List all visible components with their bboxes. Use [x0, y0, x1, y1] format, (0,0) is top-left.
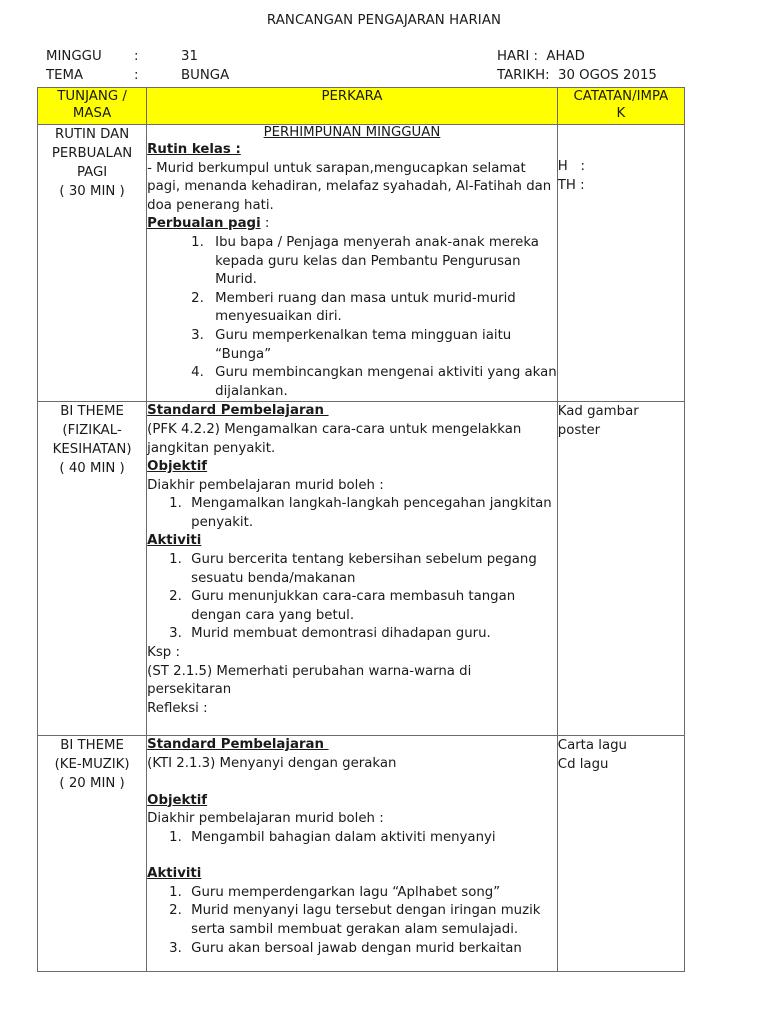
perbualan-list	[147, 234, 557, 401]
minggu-value: 31	[181, 49, 198, 64]
list-number: 1.	[169, 829, 182, 845]
spacer	[147, 847, 557, 865]
tema-label: TEMA	[46, 68, 84, 83]
list-item-text: Guru membincangkan mengenai aktiviti yang akan dijalankan.	[215, 365, 557, 399]
list-item	[147, 327, 557, 364]
list-item	[147, 940, 557, 959]
list-number: 3.	[191, 327, 204, 343]
header-catatan	[557, 88, 684, 125]
ksp-label: Ksp :	[147, 645, 180, 661]
table-row	[38, 736, 685, 972]
header-catatan-line1: CATATAN/IMPA	[573, 89, 669, 104]
catatan-cell	[557, 402, 684, 736]
perkara-cell	[147, 736, 558, 972]
masa-line: BI THEME	[60, 404, 124, 420]
list-number: 4.	[191, 365, 204, 381]
list-item-text: Memberi ruang dan masa untuk murid-murid menyesuaikan diri.	[215, 290, 516, 325]
masa-line: ( 40 MIN )	[59, 461, 125, 477]
masa-cell	[38, 125, 147, 402]
page-title: RANCANGAN PENGAJARAN HARIAN	[266, 13, 502, 28]
tema-colon: :	[134, 68, 139, 83]
objektif-text: Diakhir pembelajaran murid boleh :	[147, 811, 384, 827]
list-item-text: Mengambil bahagian dalam aktiviti menyanyi	[191, 829, 496, 845]
catatan-line: Carta lagu	[557, 738, 627, 754]
list-number: 3.	[169, 626, 182, 642]
list-number: 3.	[169, 940, 182, 956]
list-item	[147, 495, 557, 532]
masa-line: ( 30 MIN )	[59, 184, 125, 199]
list-item	[147, 829, 557, 848]
list-item	[147, 290, 557, 327]
list-item-text: Mengamalkan langkah-langkah pencegahan jangkitan penyakit.	[191, 496, 552, 530]
list-number: 1.	[191, 234, 204, 250]
masa-line: KESIHATAN)	[52, 442, 132, 458]
masa-line: PAGI	[76, 165, 108, 180]
list-item-text: Guru akan bersoal jawab dengan murid berkaitan	[191, 940, 522, 956]
list-item	[147, 902, 557, 939]
table-header-row	[38, 88, 685, 125]
lesson-plan-table	[37, 87, 685, 972]
masa-line: ( 20 MIN )	[59, 776, 125, 792]
perkara-cell	[147, 402, 558, 736]
list-number: 2.	[169, 903, 182, 919]
catatan-line: poster	[557, 423, 601, 439]
spacer	[147, 774, 557, 792]
rutin-heading: Rutin kelas :	[147, 142, 241, 157]
ksp-text: (ST 2.1.5) Memerhati perubahan warna-warna di persekitaran	[147, 663, 472, 698]
catatan-cell	[557, 125, 684, 402]
list-number: 2.	[191, 290, 204, 306]
minggu-label: MINGGU	[46, 49, 102, 64]
aktiviti-list	[147, 884, 557, 958]
section-title: PERHIMPUNAN MINGGUAN	[263, 125, 441, 140]
list-item-text: Guru menunjukkan cara-cara membasuh tangan dengan cara yang betul.	[191, 589, 516, 623]
masa-line: (FIZIKAL-	[62, 423, 122, 439]
tarikh-field: TARIKH: 30 OGOS 2015	[497, 68, 657, 83]
masa-line: RUTIN DAN	[54, 127, 130, 142]
refleksi-label: Refleksi :	[147, 700, 208, 716]
objektif-list	[147, 495, 557, 532]
rutin-text: - Murid berkumpul untuk sarapan,mengucapkan selamat pagi, menanda kehadiran, melafaz syahadah, Al-Fatihah dan doa penerang hati.	[147, 160, 552, 213]
table-row	[38, 125, 685, 402]
table-row	[38, 402, 685, 736]
list-item	[147, 364, 557, 401]
catatan-line: Cd lagu	[557, 757, 609, 773]
masa-cell	[38, 402, 147, 736]
list-item-text: Ibu bapa / Penjaga menyerah anak-anak mereka kepada guru kelas dan Pembantu Pengurusan Murid.	[215, 234, 539, 288]
list-item	[147, 588, 557, 625]
catatan-line: H :	[557, 159, 585, 174]
objektif-text: Diakhir pembelajaran murid boleh :	[147, 477, 384, 493]
header-tunjang-line: TUNJANG /	[57, 89, 127, 104]
header-tunjang-masa	[38, 88, 147, 125]
header-catatan-line2: K	[616, 106, 626, 121]
perbualan-heading: Perbualan pagi	[147, 216, 261, 232]
list-item	[147, 884, 557, 903]
list-item-text: Murid membuat demontrasi dihadapan guru.	[191, 626, 491, 642]
masa-line: BI THEME	[60, 738, 124, 754]
perkara-cell	[147, 125, 558, 402]
standard-pembelajaran-heading: Standard Pembelajaran	[147, 403, 329, 419]
list-item-text: Guru memperkenalkan tema mingguan iaitu “Bunga”	[215, 327, 512, 362]
header-masa-line: MASA	[72, 106, 112, 121]
list-number: 2.	[169, 589, 182, 605]
catatan-line: Kad gambar	[557, 404, 639, 420]
catatan-line: TH :	[557, 178, 585, 193]
objektif-heading: Objektif	[147, 792, 208, 808]
aktiviti-heading: Aktiviti	[147, 866, 202, 882]
list-number: 1.	[169, 496, 182, 512]
aktiviti-list	[147, 551, 557, 644]
list-item	[147, 234, 557, 290]
header-perkara-label: PERKARA	[321, 89, 383, 104]
perbualan-colon: :	[260, 216, 270, 232]
standard-pembelajaran-text: (KTI 2.1.3) Menyanyi dengan gerakan	[147, 755, 397, 771]
standard-pembelajaran-text: (PFK 4.2.2) Mengamalkan cara-cara untuk mengelakkan jangkitan penyakit.	[147, 421, 522, 456]
list-item	[147, 551, 557, 588]
objektif-heading: Objektif	[147, 459, 208, 475]
list-item	[147, 625, 557, 644]
list-item-text: Guru memperdengarkan lagu “Aplhabet song”	[191, 884, 501, 900]
list-number: 1.	[169, 884, 182, 900]
list-item-text: Guru bercerita tentang kebersihan sebelum pegang sesuatu benda/makanan	[191, 552, 537, 586]
masa-line: PERBUALAN	[51, 146, 133, 161]
hari-field: HARI : AHAD	[497, 49, 585, 64]
masa-cell	[38, 736, 147, 972]
standard-pembelajaran-heading: Standard Pembelajaran	[147, 737, 329, 753]
list-number: 1.	[169, 552, 182, 568]
tema-value: BUNGA	[181, 68, 230, 83]
header-perkara	[147, 88, 558, 125]
masa-line: (KE-MUZIK)	[54, 757, 130, 773]
objektif-list	[147, 829, 557, 848]
catatan-cell	[557, 736, 684, 972]
list-item-text: Murid menyanyi lagu tersebut dengan iringan muzik serta sambil membuat gerakan alam semulajadi.	[191, 903, 541, 938]
aktiviti-heading: Aktiviti	[147, 533, 202, 549]
minggu-colon: :	[134, 49, 139, 64]
